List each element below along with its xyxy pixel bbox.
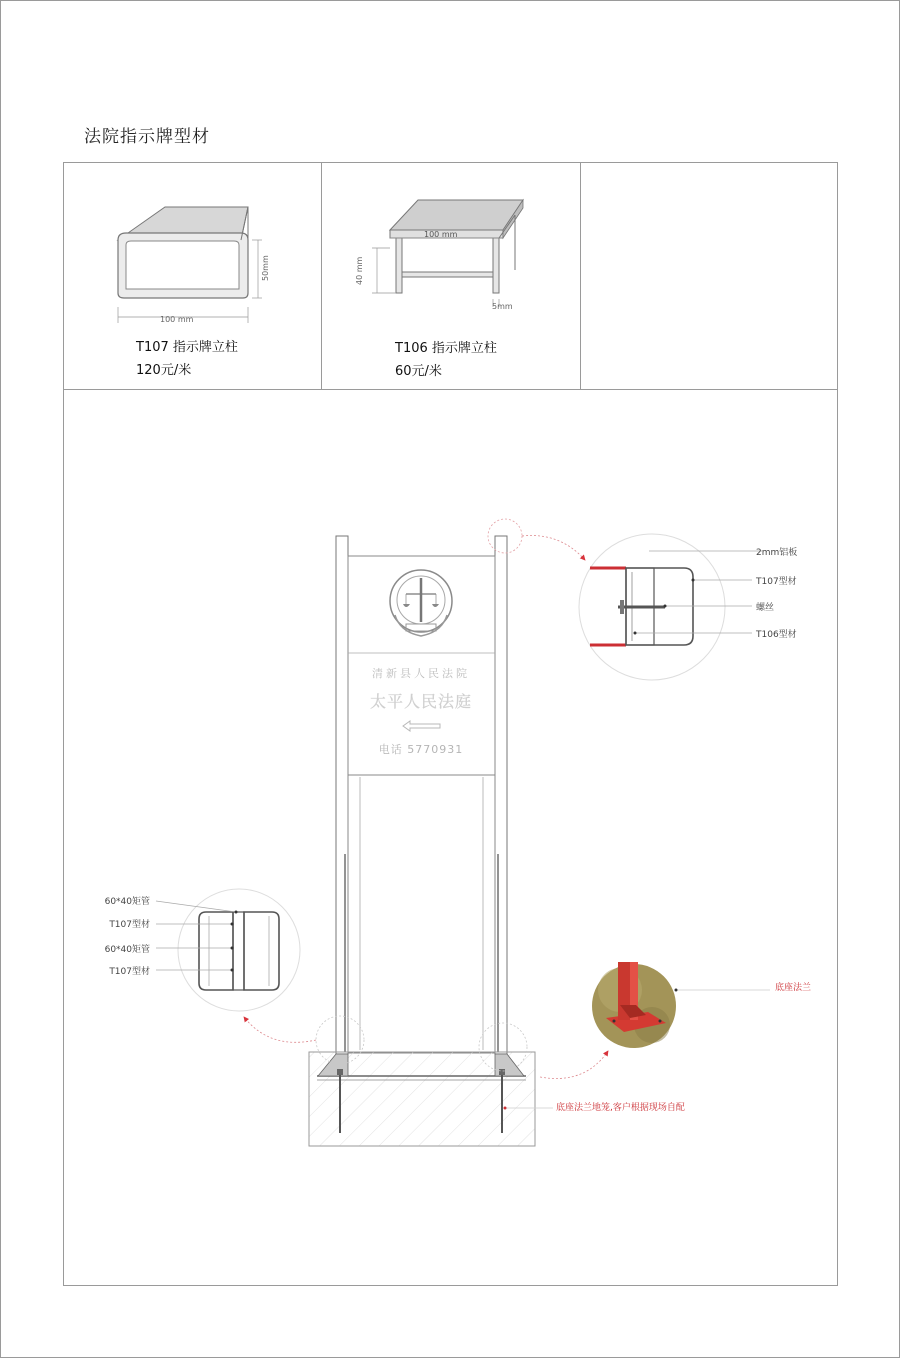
- callout-t107-left-2: T107型材: [109, 967, 150, 977]
- table-divider: [321, 162, 322, 390]
- top-joint-detail: [579, 534, 762, 680]
- left-post: [336, 536, 348, 1054]
- t106-price: 60元/米: [395, 364, 442, 379]
- callout-t106-top: T106型材: [756, 630, 797, 640]
- callout-rect-tube-2: 60*40矩管: [104, 945, 150, 955]
- t107-height-dimension: 50mm: [261, 255, 270, 281]
- sign-phone: 电话 5770931: [378, 743, 464, 756]
- t107-profile-drawing: [100, 195, 280, 330]
- callout-t107-left-1: T107型材: [109, 920, 150, 930]
- callout-rect-tube-1: 60*40矩管: [104, 897, 150, 907]
- ground-foundation: [309, 1052, 535, 1146]
- flange-photo: [592, 962, 770, 1048]
- callout-base-flange: 底座法兰: [775, 983, 812, 993]
- t106-label: [395, 337, 497, 383]
- t106-thickness-dimension: 5mm: [492, 302, 513, 311]
- callout-screw: 螺丝: [756, 603, 775, 613]
- lower-frame: [348, 775, 495, 1053]
- post-section-detail: [156, 889, 300, 1011]
- callout-flange-cage: 底座法兰地笼,客户根据现场自配: [556, 1103, 685, 1113]
- sign-structure-drawing: [64, 390, 837, 1285]
- callout-aluminum-plate: 2mm铝板: [756, 548, 798, 558]
- table-divider: [580, 162, 581, 390]
- t106-profile-drawing: [350, 195, 530, 320]
- page-title: 法院指示牌型材: [84, 127, 210, 147]
- t107-width-dimension: 100 mm: [160, 315, 194, 324]
- t107-name: T107 指示牌立柱: [136, 340, 238, 355]
- right-post: [495, 536, 507, 1054]
- sign-tribunal-name: 太平人民法庭: [369, 692, 473, 711]
- sign-court-name: 清新县人民法院: [372, 667, 470, 680]
- t106-height-dimension: 40 mm: [355, 256, 364, 285]
- t106-width-dimension: 100 mm: [424, 230, 458, 239]
- t106-name: T106 指示牌立柱: [395, 341, 497, 356]
- t107-label: [136, 336, 238, 382]
- callout-t107-top: T107型材: [756, 577, 797, 587]
- t107-price: 120元/米: [136, 363, 192, 378]
